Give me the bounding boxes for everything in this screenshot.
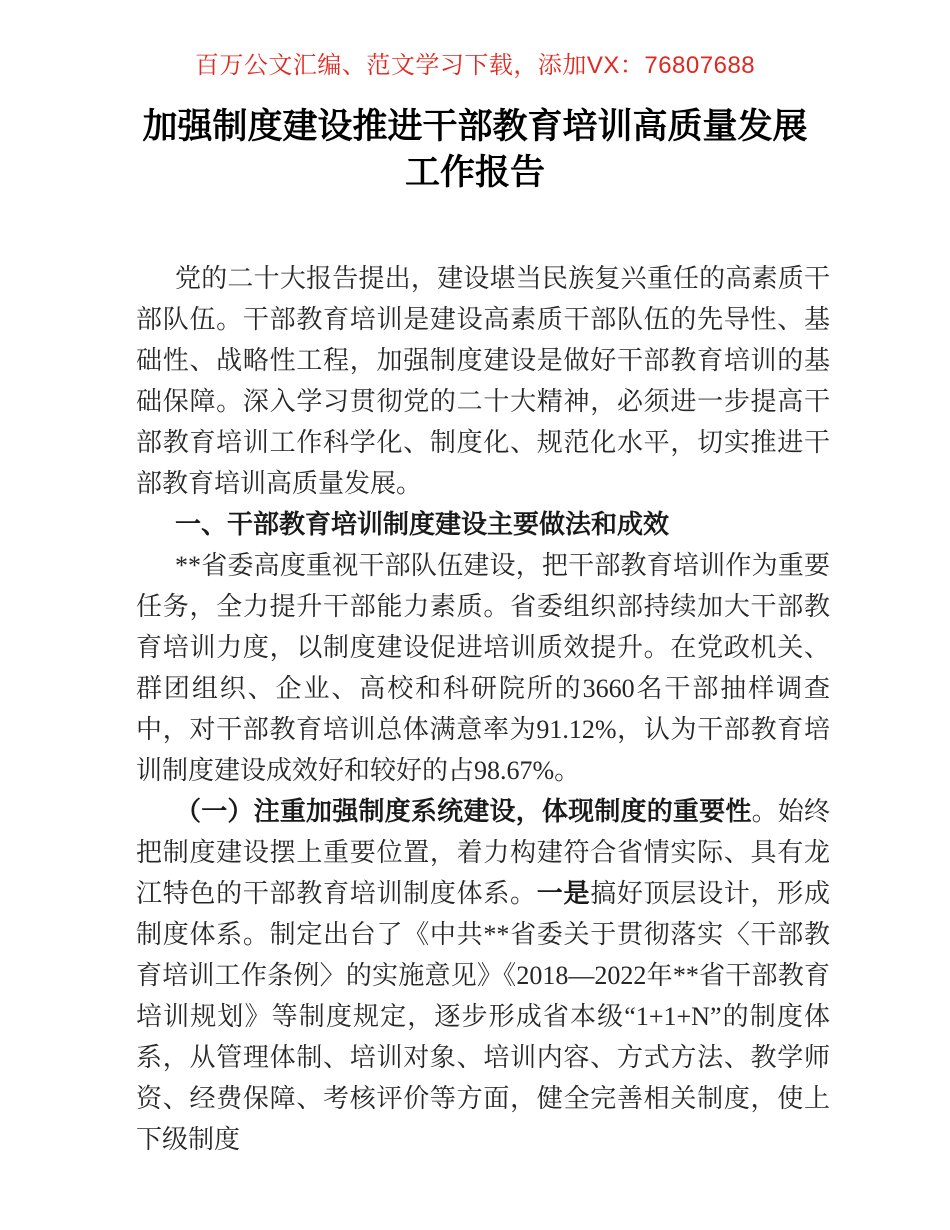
- text-run: **省委高度重视干部队伍建设，把干部教育培训作为重要任务，全力提升干部能力素质。省委组织部持续加大干部教育培训力度，以制度建设促进培训质效提升。在党政机关、群团组织、企业、高校和科研院所的3660名干部抽样调查中，对干部教育培训总体满意率为91.12%，认为干部教育培训制度建设成效好和较好的占98.67%。: [136, 551, 830, 785]
- bold-text-run: 一是: [536, 879, 591, 908]
- paragraph: [136, 545, 830, 791]
- document-body: [136, 258, 830, 1160]
- text-run: 党的二十大报告提出，建设堪当民族复兴重任的高素质干部队伍。干部教育培训是建设高素质干部队伍的先导性、基础性、战略性工程，加强制度建设是做好干部教育培训的基础保障。深入学习贯彻党的二十大精神，必须进一步提高干部教育培训工作科学化、制度化、规范化水平，切实推进干部教育培训高质量发展。: [136, 264, 830, 498]
- text-run: 。始终把制度建设摆上重要位置，着力构建符合省情实际、具有龙江特色的干部教育培训制度体系。: [136, 797, 830, 908]
- document-title: [75, 104, 875, 196]
- document-title-line-2: 工作报告: [404, 153, 545, 192]
- ad-banner-text: 百万公文汇编、范文学习下载，添加VX：76807688: [194, 52, 756, 79]
- bold-text-run: （一）注重加强制度系统建设，体现制度的重要性: [175, 797, 752, 826]
- bold-text-run: 一、干部教育培训制度建设主要做法和成效: [175, 509, 670, 539]
- text-run: 搞好顶层设计，形成制度体系。制定出台了《中共**省委关于贯彻落实〈干部教育培训工作条例〉的实施意见》《2018—2022年**省干部教育培训规划》等制度规定，逐步形成省本级“1+1+N”的制度体系，从管理体制、培训对象、培训内容、方式方法、教学师资、经费保障、考核评价等方面，健全完善相关制度，使上下级制度: [136, 879, 830, 1154]
- paragraph: [136, 791, 830, 1160]
- document-title-line-1: 加强制度建设推进干部教育培训高质量发展: [142, 107, 808, 146]
- section-heading: [136, 504, 830, 545]
- paragraph: [136, 258, 830, 504]
